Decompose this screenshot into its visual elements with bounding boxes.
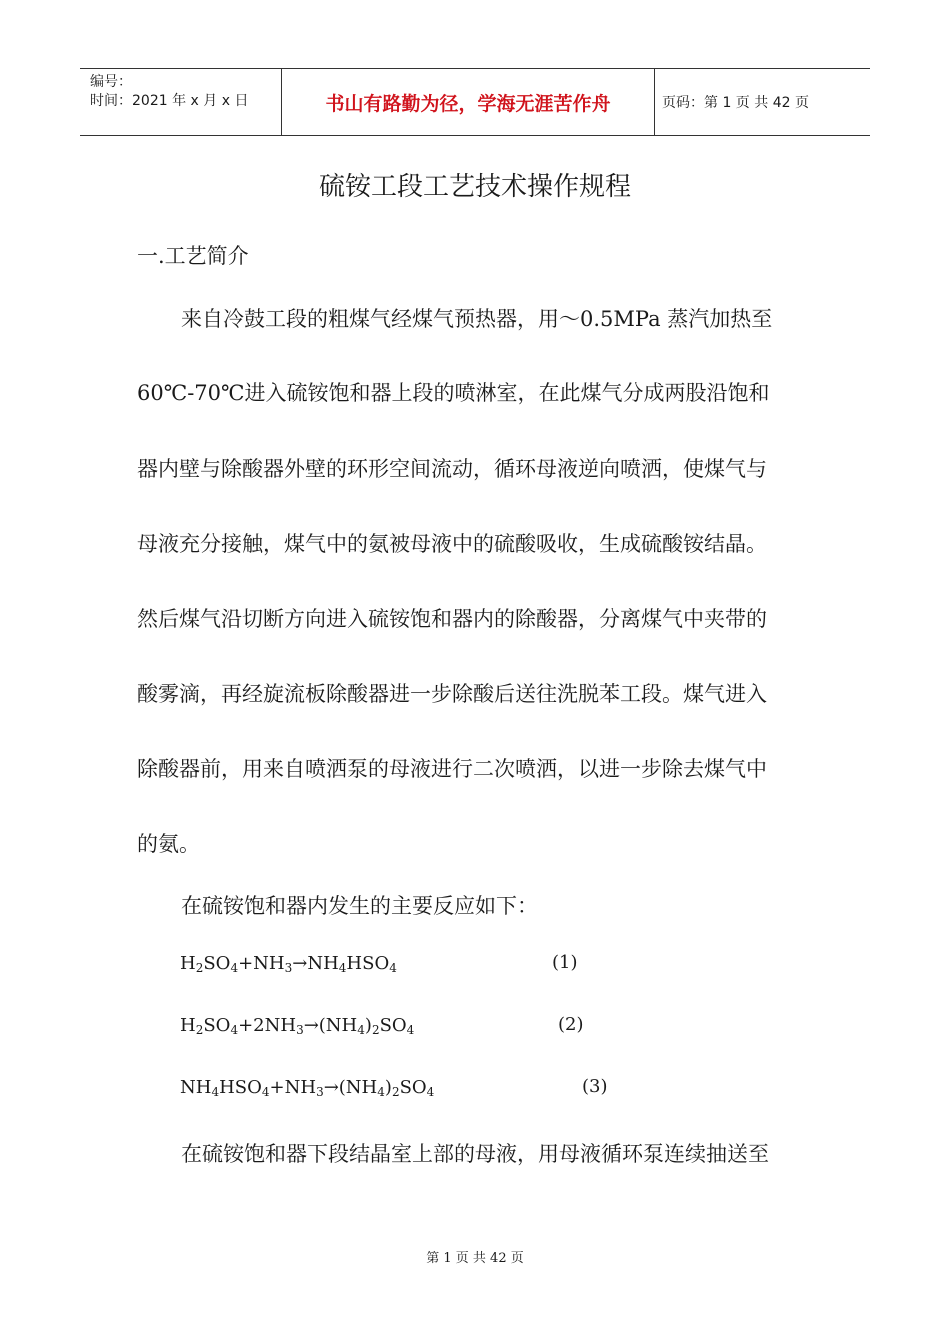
time-label: 时间：2021 年 x 月 x 日 (90, 93, 249, 109)
number-label: 编号： (90, 74, 132, 90)
paragraph-line: 除酸器前，用来自喷洒泵的母液进行二次喷洒，以进一步除去煤气中 (137, 757, 767, 781)
reaction-equation-1: $H_2SO_4+NH_3\to NH_4HSO_4$ (180, 953, 397, 975)
section-heading: 一.工艺简介 (137, 244, 249, 268)
paragraph-line: 来自冷鼓工段的粗煤气经煤气预热器，用～0.5MPa 蒸汽加热至 (181, 307, 773, 331)
paragraph-line: 母液充分接触，煤气中的氨被母液中的硫酸吸收，生成硫酸铵结晶。 (137, 532, 767, 556)
header-page-info: 页码：第 1 页 共 42 页 (662, 95, 809, 111)
paragraph-line: 酸雾滴，再经旋流板除酸器进一步除酸后送往洗脱苯工段。煤气进入 (137, 682, 767, 706)
reaction-equation-2: $H_2SO_4+2NH_3\to(NH_4)_2SO_4$ (180, 1015, 415, 1037)
paragraph-line: 的氨。 (137, 832, 200, 856)
page-footer: 第 1 页 共 42 页 (426, 1251, 524, 1266)
paragraph-line: 然后煤气沿切断方向进入硫铵饱和器内的除酸器，分离煤气中夹带的 (137, 607, 767, 631)
reaction-label-2: (2) (558, 1014, 584, 1035)
paragraph-line: 60℃-70℃进入硫铵饱和器上段的喷淋室，在此煤气分成两股沿饱和 (137, 381, 770, 405)
reaction-label-1: (1) (552, 952, 578, 973)
header-divider (654, 69, 655, 135)
document-title: 硫铵工段工艺技术操作规程 (318, 172, 631, 202)
paragraph-line: 器内壁与除酸器外壁的环形空间流动，循环母液逆向喷洒，使煤气与 (137, 457, 767, 481)
header-motto: 书山有路勤为径，学海无涯苦作舟 (325, 92, 611, 115)
paragraph-line: 在硫铵饱和器下段结晶室上部的母液，用母液循环泵连续抽送至 (181, 1142, 769, 1166)
reaction-equation-3: $NH_4HSO_4+NH_3\to(NH_4)_2SO_4$ (180, 1077, 435, 1099)
reaction-label-3: (3) (582, 1076, 608, 1097)
header-meta (90, 73, 280, 111)
reaction-intro: 在硫铵饱和器内发生的主要反应如下： (181, 894, 538, 918)
document-header (80, 68, 870, 136)
